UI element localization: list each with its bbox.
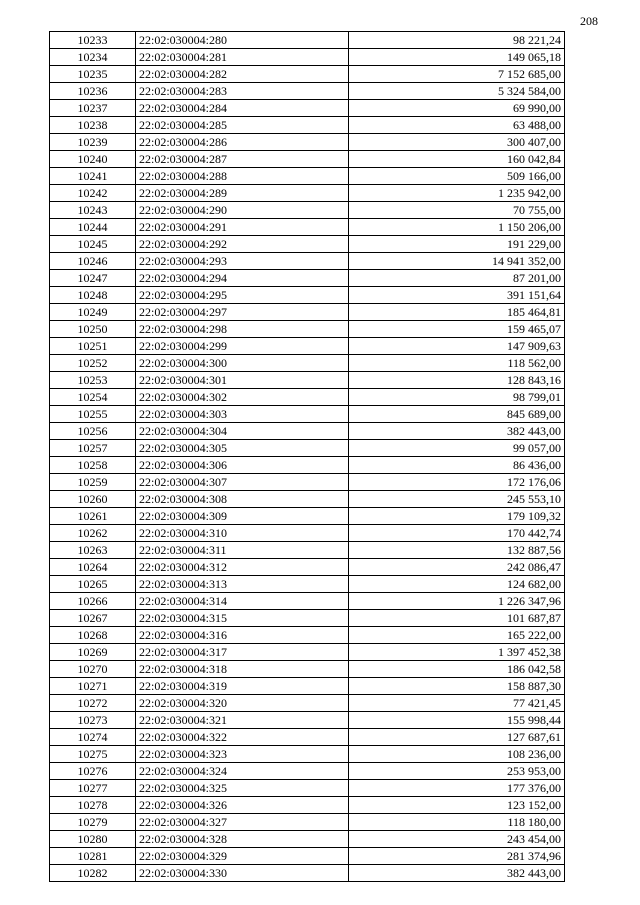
cadastral-number-cell: 22:02:030004:317 bbox=[136, 644, 349, 661]
cadastral-value-cell: 391 151,64 bbox=[349, 287, 565, 304]
table-row bbox=[50, 202, 565, 219]
cadastral-number-cell: 22:02:030004:306 bbox=[136, 457, 349, 474]
row-number-cell: 10233 bbox=[50, 32, 136, 49]
row-number-cell: 10268 bbox=[50, 627, 136, 644]
row-number-cell: 10277 bbox=[50, 780, 136, 797]
cadastral-value-cell: 185 464,81 bbox=[349, 304, 565, 321]
cadastral-value-cell: 124 682,00 bbox=[349, 576, 565, 593]
row-number-cell: 10245 bbox=[50, 236, 136, 253]
table-row bbox=[50, 253, 565, 270]
table-row bbox=[50, 338, 565, 355]
cadastral-number-cell: 22:02:030004:310 bbox=[136, 525, 349, 542]
cadastral-number-cell: 22:02:030004:316 bbox=[136, 627, 349, 644]
table-row bbox=[50, 678, 565, 695]
cadastral-number-cell: 22:02:030004:330 bbox=[136, 865, 349, 882]
cadastral-value-cell: 99 057,00 bbox=[349, 440, 565, 457]
cadastral-value-cell: 845 689,00 bbox=[349, 406, 565, 423]
cadastral-value-cell: 160 042,84 bbox=[349, 151, 565, 168]
table-row bbox=[50, 134, 565, 151]
cadastral-number-cell: 22:02:030004:302 bbox=[136, 389, 349, 406]
row-number-cell: 10238 bbox=[50, 117, 136, 134]
row-number-cell: 10239 bbox=[50, 134, 136, 151]
cadastral-value-cell: 155 998,44 bbox=[349, 712, 565, 729]
table-row bbox=[50, 610, 565, 627]
cadastral-number-cell: 22:02:030004:308 bbox=[136, 491, 349, 508]
row-number-cell: 10267 bbox=[50, 610, 136, 627]
table-row bbox=[50, 83, 565, 100]
cadastral-value-cell: 147 909,63 bbox=[349, 338, 565, 355]
table-row bbox=[50, 695, 565, 712]
cadastral-number-cell: 22:02:030004:324 bbox=[136, 763, 349, 780]
cadastral-number-cell: 22:02:030004:284 bbox=[136, 100, 349, 117]
table-row bbox=[50, 542, 565, 559]
table-row bbox=[50, 321, 565, 338]
cadastral-number-cell: 22:02:030004:326 bbox=[136, 797, 349, 814]
row-number-cell: 10246 bbox=[50, 253, 136, 270]
cadastral-number-cell: 22:02:030004:309 bbox=[136, 508, 349, 525]
cadastral-value-cell: 1 235 942,00 bbox=[349, 185, 565, 202]
cadastral-number-cell: 22:02:030004:289 bbox=[136, 185, 349, 202]
cadastral-number-cell: 22:02:030004:285 bbox=[136, 117, 349, 134]
cadastral-number-cell: 22:02:030004:322 bbox=[136, 729, 349, 746]
table-row bbox=[50, 474, 565, 491]
table-body bbox=[50, 32, 565, 882]
table-row bbox=[50, 236, 565, 253]
row-number-cell: 10270 bbox=[50, 661, 136, 678]
table-row bbox=[50, 508, 565, 525]
cadastral-value-cell: 177 376,00 bbox=[349, 780, 565, 797]
row-number-cell: 10269 bbox=[50, 644, 136, 661]
row-number-cell: 10276 bbox=[50, 763, 136, 780]
table-row bbox=[50, 814, 565, 831]
row-number-cell: 10275 bbox=[50, 746, 136, 763]
cadastral-number-cell: 22:02:030004:315 bbox=[136, 610, 349, 627]
cadastral-number-cell: 22:02:030004:286 bbox=[136, 134, 349, 151]
cadastral-number-cell: 22:02:030004:300 bbox=[136, 355, 349, 372]
cadastral-number-cell: 22:02:030004:290 bbox=[136, 202, 349, 219]
table-row bbox=[50, 219, 565, 236]
cadastral-value-cell: 87 201,00 bbox=[349, 270, 565, 287]
table-row bbox=[50, 865, 565, 882]
row-number-cell: 10237 bbox=[50, 100, 136, 117]
table-row bbox=[50, 440, 565, 457]
cadastral-value-cell: 128 843,16 bbox=[349, 372, 565, 389]
row-number-cell: 10261 bbox=[50, 508, 136, 525]
cadastral-value-cell: 172 176,06 bbox=[349, 474, 565, 491]
cadastral-value-cell: 382 443,00 bbox=[349, 423, 565, 440]
cadastral-value-cell: 118 180,00 bbox=[349, 814, 565, 831]
table-row bbox=[50, 763, 565, 780]
row-number-cell: 10243 bbox=[50, 202, 136, 219]
row-number-cell: 10279 bbox=[50, 814, 136, 831]
cadastral-number-cell: 22:02:030004:319 bbox=[136, 678, 349, 695]
cadastral-number-cell: 22:02:030004:293 bbox=[136, 253, 349, 270]
table-row bbox=[50, 66, 565, 83]
cadastral-value-cell: 108 236,00 bbox=[349, 746, 565, 763]
cadastral-number-cell: 22:02:030004:313 bbox=[136, 576, 349, 593]
row-number-cell: 10274 bbox=[50, 729, 136, 746]
table-row bbox=[50, 491, 565, 508]
row-number-cell: 10272 bbox=[50, 695, 136, 712]
table-row bbox=[50, 797, 565, 814]
cadastral-number-cell: 22:02:030004:307 bbox=[136, 474, 349, 491]
table-row bbox=[50, 168, 565, 185]
row-number-cell: 10259 bbox=[50, 474, 136, 491]
row-number-cell: 10240 bbox=[50, 151, 136, 168]
cadastral-number-cell: 22:02:030004:288 bbox=[136, 168, 349, 185]
cadastral-value-cell: 159 465,07 bbox=[349, 321, 565, 338]
cadastral-number-cell: 22:02:030004:299 bbox=[136, 338, 349, 355]
cadastral-number-cell: 22:02:030004:328 bbox=[136, 831, 349, 848]
row-number-cell: 10234 bbox=[50, 49, 136, 66]
table-row bbox=[50, 593, 565, 610]
cadastral-number-cell: 22:02:030004:325 bbox=[136, 780, 349, 797]
row-number-cell: 10241 bbox=[50, 168, 136, 185]
cadastral-value-cell: 158 887,30 bbox=[349, 678, 565, 695]
cadastral-number-cell: 22:02:030004:318 bbox=[136, 661, 349, 678]
row-number-cell: 10282 bbox=[50, 865, 136, 882]
cadastral-value-cell: 63 488,00 bbox=[349, 117, 565, 134]
cadastral-value-cell: 165 222,00 bbox=[349, 627, 565, 644]
cadastral-value-cell: 101 687,87 bbox=[349, 610, 565, 627]
cadastral-value-cell: 242 086,47 bbox=[349, 559, 565, 576]
cadastral-number-cell: 22:02:030004:294 bbox=[136, 270, 349, 287]
table-row bbox=[50, 729, 565, 746]
row-number-cell: 10247 bbox=[50, 270, 136, 287]
cadastral-value-cell: 300 407,00 bbox=[349, 134, 565, 151]
row-number-cell: 10244 bbox=[50, 219, 136, 236]
cadastral-number-cell: 22:02:030004:298 bbox=[136, 321, 349, 338]
row-number-cell: 10264 bbox=[50, 559, 136, 576]
table-row bbox=[50, 525, 565, 542]
row-number-cell: 10242 bbox=[50, 185, 136, 202]
cadastral-value-cell: 98 221,24 bbox=[349, 32, 565, 49]
cadastral-value-cell: 1 150 206,00 bbox=[349, 219, 565, 236]
cadastral-number-cell: 22:02:030004:329 bbox=[136, 848, 349, 865]
row-number-cell: 10255 bbox=[50, 406, 136, 423]
table-row bbox=[50, 355, 565, 372]
cadastral-value-cell: 245 553,10 bbox=[349, 491, 565, 508]
table-row bbox=[50, 100, 565, 117]
table-row bbox=[50, 287, 565, 304]
cadastral-number-cell: 22:02:030004:321 bbox=[136, 712, 349, 729]
cadastral-number-cell: 22:02:030004:282 bbox=[136, 66, 349, 83]
cadastral-value-cell: 170 442,74 bbox=[349, 525, 565, 542]
row-number-cell: 10252 bbox=[50, 355, 136, 372]
row-number-cell: 10250 bbox=[50, 321, 136, 338]
row-number-cell: 10251 bbox=[50, 338, 136, 355]
table-row bbox=[50, 831, 565, 848]
table-row bbox=[50, 457, 565, 474]
cadastral-number-cell: 22:02:030004:283 bbox=[136, 83, 349, 100]
row-number-cell: 10281 bbox=[50, 848, 136, 865]
row-number-cell: 10265 bbox=[50, 576, 136, 593]
cadastral-value-cell: 70 755,00 bbox=[349, 202, 565, 219]
table-row bbox=[50, 372, 565, 389]
row-number-cell: 10266 bbox=[50, 593, 136, 610]
table-row bbox=[50, 627, 565, 644]
row-number-cell: 10271 bbox=[50, 678, 136, 695]
table-row bbox=[50, 661, 565, 678]
cadastral-number-cell: 22:02:030004:305 bbox=[136, 440, 349, 457]
table-row bbox=[50, 780, 565, 797]
row-number-cell: 10253 bbox=[50, 372, 136, 389]
table-row bbox=[50, 32, 565, 49]
page-number: 208 bbox=[580, 14, 598, 28]
cadastral-value-cell: 382 443,00 bbox=[349, 865, 565, 882]
cadastral-number-cell: 22:02:030004:292 bbox=[136, 236, 349, 253]
row-number-cell: 10262 bbox=[50, 525, 136, 542]
table-row bbox=[50, 423, 565, 440]
row-number-cell: 10256 bbox=[50, 423, 136, 440]
cadastral-number-cell: 22:02:030004:297 bbox=[136, 304, 349, 321]
table-row bbox=[50, 389, 565, 406]
cadastral-value-cell: 186 042,58 bbox=[349, 661, 565, 678]
cadastral-value-cell: 509 166,00 bbox=[349, 168, 565, 185]
row-number-cell: 10263 bbox=[50, 542, 136, 559]
cadastral-number-cell: 22:02:030004:287 bbox=[136, 151, 349, 168]
row-number-cell: 10236 bbox=[50, 83, 136, 100]
row-number-cell: 10248 bbox=[50, 287, 136, 304]
cadastral-value-cell: 77 421,45 bbox=[349, 695, 565, 712]
table-row bbox=[50, 117, 565, 134]
table-row bbox=[50, 304, 565, 321]
cadastral-value-cell: 7 152 685,00 bbox=[349, 66, 565, 83]
cadastral-number-cell: 22:02:030004:311 bbox=[136, 542, 349, 559]
cadastral-number-cell: 22:02:030004:291 bbox=[136, 219, 349, 236]
cadastral-number-cell: 22:02:030004:301 bbox=[136, 372, 349, 389]
table-row bbox=[50, 49, 565, 66]
table-row bbox=[50, 644, 565, 661]
cadastral-value-cell: 1 226 347,96 bbox=[349, 593, 565, 610]
row-number-cell: 10254 bbox=[50, 389, 136, 406]
table-row bbox=[50, 559, 565, 576]
row-number-cell: 10258 bbox=[50, 457, 136, 474]
cadastral-value-cell: 132 887,56 bbox=[349, 542, 565, 559]
cadastral-number-cell: 22:02:030004:327 bbox=[136, 814, 349, 831]
cadastral-value-cell: 14 941 352,00 bbox=[349, 253, 565, 270]
table-row bbox=[50, 576, 565, 593]
cadastral-number-cell: 22:02:030004:314 bbox=[136, 593, 349, 610]
row-number-cell: 10260 bbox=[50, 491, 136, 508]
row-number-cell: 10273 bbox=[50, 712, 136, 729]
cadastral-value-cell: 149 065,18 bbox=[349, 49, 565, 66]
cadastral-number-cell: 22:02:030004:323 bbox=[136, 746, 349, 763]
cadastral-value-cell: 191 229,00 bbox=[349, 236, 565, 253]
table-row bbox=[50, 406, 565, 423]
cadastral-number-cell: 22:02:030004:320 bbox=[136, 695, 349, 712]
table-row bbox=[50, 270, 565, 287]
cadastral-number-cell: 22:02:030004:280 bbox=[136, 32, 349, 49]
row-number-cell: 10278 bbox=[50, 797, 136, 814]
cadastral-value-cell: 123 152,00 bbox=[349, 797, 565, 814]
table-row bbox=[50, 848, 565, 865]
cadastral-value-table bbox=[49, 31, 565, 882]
cadastral-value-cell: 253 953,00 bbox=[349, 763, 565, 780]
table-row bbox=[50, 185, 565, 202]
cadastral-value-cell: 118 562,00 bbox=[349, 355, 565, 372]
cadastral-number-cell: 22:02:030004:295 bbox=[136, 287, 349, 304]
table-row bbox=[50, 712, 565, 729]
cadastral-value-cell: 86 436,00 bbox=[349, 457, 565, 474]
table-row bbox=[50, 746, 565, 763]
cadastral-value-cell: 281 374,96 bbox=[349, 848, 565, 865]
cadastral-number-cell: 22:02:030004:312 bbox=[136, 559, 349, 576]
cadastral-value-cell: 1 397 452,38 bbox=[349, 644, 565, 661]
cadastral-number-cell: 22:02:030004:304 bbox=[136, 423, 349, 440]
cadastral-value-cell: 127 687,61 bbox=[349, 729, 565, 746]
cadastral-value-cell: 179 109,32 bbox=[349, 508, 565, 525]
table-row bbox=[50, 151, 565, 168]
row-number-cell: 10235 bbox=[50, 66, 136, 83]
cadastral-value-cell: 69 990,00 bbox=[349, 100, 565, 117]
cadastral-value-cell: 98 799,01 bbox=[349, 389, 565, 406]
cadastral-value-cell: 5 324 584,00 bbox=[349, 83, 565, 100]
cadastral-number-cell: 22:02:030004:303 bbox=[136, 406, 349, 423]
row-number-cell: 10280 bbox=[50, 831, 136, 848]
row-number-cell: 10257 bbox=[50, 440, 136, 457]
cadastral-number-cell: 22:02:030004:281 bbox=[136, 49, 349, 66]
cadastral-value-cell: 243 454,00 bbox=[349, 831, 565, 848]
row-number-cell: 10249 bbox=[50, 304, 136, 321]
